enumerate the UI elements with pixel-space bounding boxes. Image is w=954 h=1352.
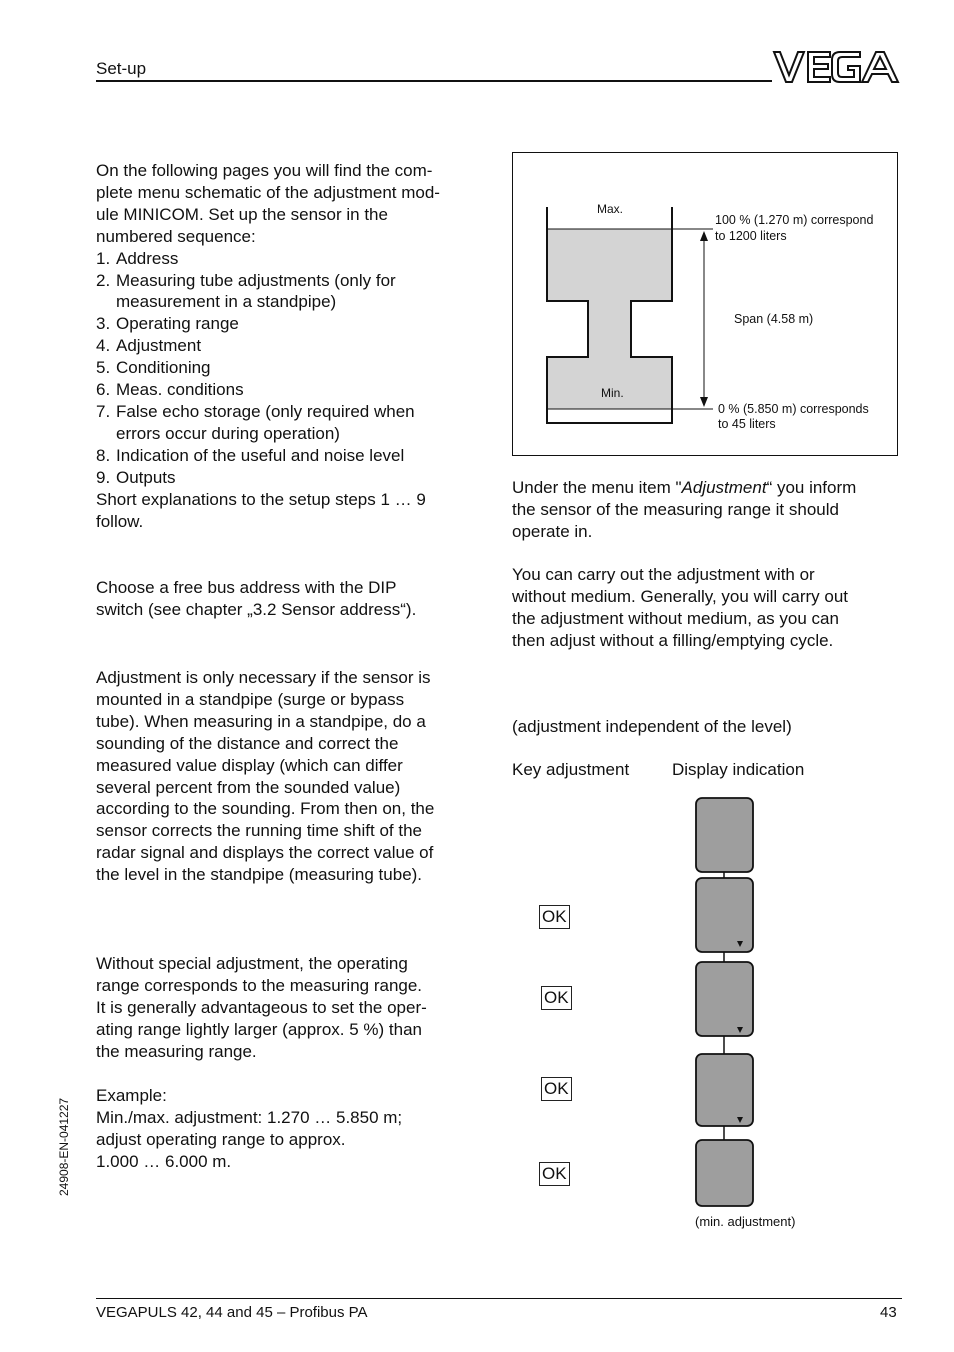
list-item: 4. Adjustment [96, 336, 202, 356]
ok-button[interactable]: OK [541, 1077, 572, 1101]
list-item: 3. Operating range [96, 314, 239, 334]
text-line: Choose a free bus address with the DIP [96, 578, 397, 597]
text-line: You can carry out the adjustment with or [512, 565, 815, 584]
ok-button[interactable]: OK [541, 986, 572, 1010]
list-item: 9. Outputs [96, 467, 176, 487]
display-flow [690, 792, 760, 1212]
text-line: without medium. Generally, you will carry out [512, 586, 849, 606]
setup-steps-list [96, 248, 491, 489]
medium-paragraph [512, 564, 907, 652]
text-line: then adjust without a filling/emptying cycle. [512, 630, 834, 650]
text-line: the level in the standpipe (measuring tube). [96, 865, 423, 885]
intro-line: ule MINICOM. Set up the sensor in the [96, 204, 388, 224]
display-screen [696, 1054, 753, 1126]
text-line: 1.000 … 6.000 m. [96, 1151, 232, 1171]
list-item: 2. Measuring tube adjustments (only for measurement in a standpipe) [96, 270, 396, 312]
text-line: sounding of the distance and correct the [96, 733, 399, 753]
footer-rule [96, 1298, 902, 1299]
text-line: radar signal and displays the correct value of [96, 843, 434, 863]
text-line: tube). When measuring in a standpipe, do a [96, 711, 426, 731]
text-line: range corresponds to the measuring range. [96, 975, 423, 995]
followup-line: Short explanations to the setup steps 1 … 9 [96, 489, 426, 509]
section-title: Set-up [96, 59, 147, 78]
followup-line: follow. [96, 511, 144, 531]
intro-line: numbered sequence: [96, 226, 256, 246]
intro-line: On the following pages you will find the com- [96, 161, 433, 180]
text-line: several percent from the sounded value) [96, 777, 401, 797]
text-line: operate in. [512, 521, 593, 541]
text-line: the sensor of the measuring range it should [512, 499, 839, 519]
intro-paragraph [96, 160, 491, 532]
footer-product: VEGAPULS 42, 44 and 45 – Profibus PA [96, 1304, 368, 1321]
address-paragraph [96, 577, 491, 621]
header-rule [96, 80, 772, 82]
operating-range-paragraph [96, 953, 491, 1063]
text-line: mounted in a standpipe (surge or bypass [96, 689, 405, 709]
display-screen [696, 878, 753, 952]
top-note-line: 100 % (1.270 m) correspond [715, 213, 874, 227]
example-paragraph [96, 1085, 491, 1173]
text-line: Under the menu item "Adjustment“ you inform [512, 478, 857, 497]
list-item: 6. Meas. conditions [96, 380, 244, 400]
text-line: the measuring range. [96, 1041, 257, 1061]
list-item: 5. Conditioning [96, 358, 211, 378]
ok-button[interactable]: OK [539, 905, 570, 929]
display-indication-heading: Display indication [672, 760, 805, 779]
key-adjustment-heading: Key adjustment [512, 760, 630, 779]
vega-logo [772, 48, 902, 86]
text-line: Min./max. adjustment: 1.270 … 5.850 m; [96, 1107, 403, 1127]
vessel-drawing [513, 153, 899, 457]
text-line: sensor corrects the running time shift of the [96, 821, 422, 841]
ok-button[interactable]: OK [539, 1162, 570, 1186]
display-screen [696, 962, 753, 1036]
intro-line: plete menu schematic of the adjustment mod- [96, 182, 440, 202]
max-label: Max. [597, 202, 624, 216]
text-line: ating range lightly larger (approx. 5 %) than [96, 1019, 423, 1039]
text-line: adjust operating range to approx. [96, 1129, 346, 1149]
text-line: measured value display (which can differ [96, 755, 403, 775]
list-item: 7. False echo storage (only required when errors occur during operation) [96, 401, 415, 443]
text-line: Adjustment is only necessary if the sensor is [96, 668, 431, 687]
list-item: 8. Indication of the useful and noise level [96, 445, 405, 465]
list-item: 1. Address [96, 248, 179, 268]
text-line: the adjustment without medium, as you can [512, 608, 839, 628]
text-line: switch (see chapter „3.2 Sensor address“). [96, 599, 417, 619]
doc-code: 24908-EN-041227 [57, 1097, 71, 1196]
top-note-line: to 1200 liters [715, 229, 787, 243]
min-adjustment-caption: (min. adjustment) [695, 1214, 796, 1229]
min-label: Min. [601, 386, 624, 400]
display-screen [696, 798, 753, 872]
bottom-note-line: to 45 liters [718, 417, 776, 431]
bottom-note-line: 0 % (5.850 m) corresponds [718, 402, 869, 416]
vessel-diagram [512, 152, 898, 456]
page-number: 43 [880, 1304, 897, 1321]
vessel-fill [547, 229, 672, 409]
display-screen [696, 1140, 753, 1206]
text-line: according to the sounding. From then on, the [96, 799, 435, 819]
text-line: Without special adjustment, the operating [96, 954, 408, 973]
tube-paragraph [96, 667, 491, 886]
text-line: It is generally advantageous to set the oper- [96, 997, 427, 1017]
adjustment-paragraph [512, 477, 907, 543]
independent-note: (adjustment independent of the level) [512, 717, 792, 736]
text-line: Example: [96, 1086, 167, 1105]
span-label: Span (4.58 m) [734, 312, 814, 326]
